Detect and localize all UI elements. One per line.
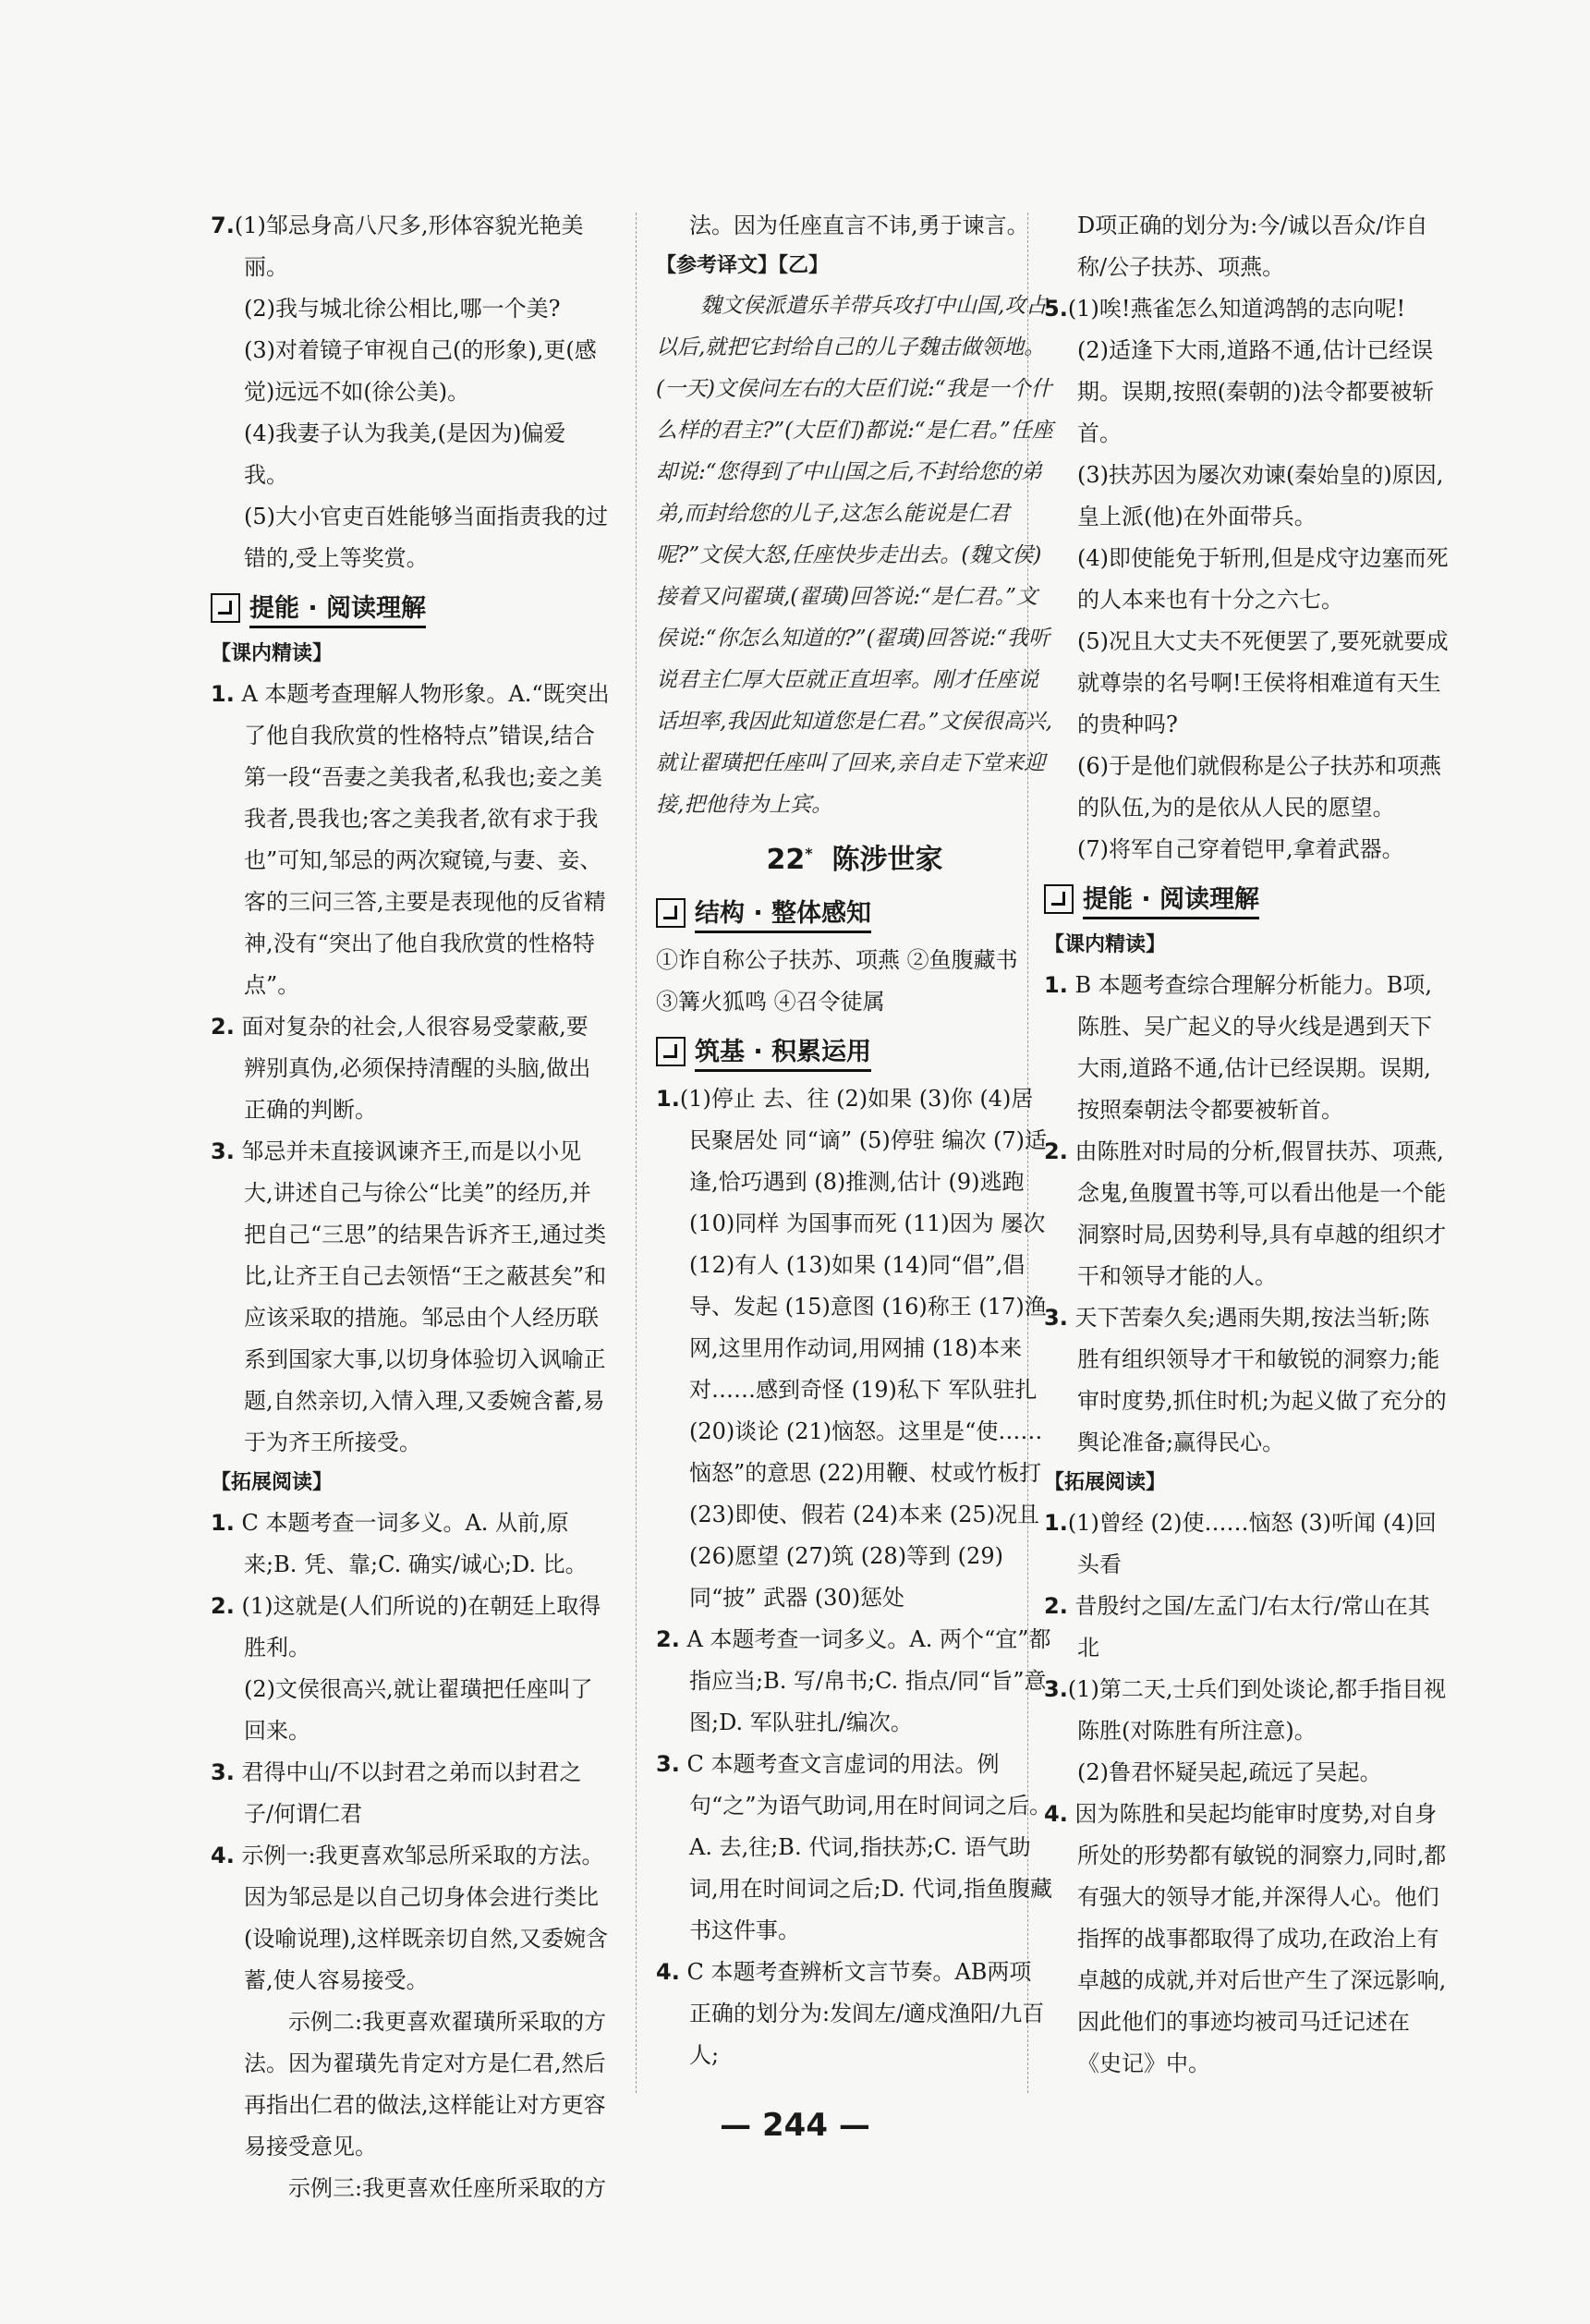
item-number: 1. <box>656 1086 680 1112</box>
item-number: 1. <box>1044 972 1068 998</box>
arrow-box-icon <box>656 1037 686 1066</box>
item-text: (1)这就是(人们所说的)在朝廷上取得胜利。 <box>241 1593 601 1661</box>
structure-text: ①诈自称公子扶苏、项燕 ②鱼腹藏书 <box>656 947 1018 973</box>
item-text: (1)停止 去、往 (2)如果 (3)你 (4)居民聚居处 同“谪” (5)停驻 编次 (7)适逢,恰巧遇到 (8)推测,估计 (9)逃跑 (10)同样 为国事而死 (11)因为 屡次 (12)有人 (13)如果 (14)同“倡”,倡导、发起 (15)意图 (16)称王 (17)渔网,这里用作动词,用网捕 (18)本来 对……感到奇怪 (19)私下 军队驻扎 (20)谈论 (21)恼怒。这里是“使……恼怒”的意思 (22)用鞭、杖或竹板打 (23)即使、假若 (24)本来 (25)况且 (26)愿望 (27)筑 (28)等到 (29)同“披” 武器 (30)惩处 <box>679 1086 1048 1611</box>
answer-item <box>656 1619 1053 1744</box>
answer-item <box>1044 1503 1450 1586</box>
arrow-box-icon <box>1044 884 1074 914</box>
item-text: 法。因为任座直言不讳,勇于谏言。 <box>689 213 1029 238</box>
item-number: 2. <box>211 1593 235 1619</box>
item-text: A 本题考查一词多义。A. 两个“宜”都指应当;B. 写/帛书;C. 指点/同“旨”意图;D. 军队驻扎/编次。 <box>686 1626 1051 1735</box>
item-number: 3. <box>211 1138 235 1164</box>
item-text: 面对复杂的社会,人很容易受蒙蔽,要辨别真伪,必须保持清醒的头脑,做出正确的判断。 <box>241 1014 591 1123</box>
item-text: 因为陈胜和吴起均能审时度势,对自身所处的形势都有敏锐的洞察力,同时,都有强大的领导才能,并深得人心。他们指挥的战事都取得了成功,在政治上有卓越的成就,并对后世产生了深远影响,因此他们的事迹均被司马迁记述在《史记》中。 <box>1074 1801 1447 2076</box>
item-text: (1)曾经 (2)使……恼怒 (3)听闻 (4)回头看 <box>1067 1510 1437 1577</box>
item-text: D项正确的划分为:今/诚以吾众/诈自称/公子扶苏、项燕。 <box>1077 213 1428 280</box>
item-number: 7. <box>211 213 235 238</box>
item-text: (6)于是他们就假称是公子扶苏和项燕的队伍,为的是依从人民的愿望。 <box>1077 753 1441 821</box>
answer-item <box>211 1503 610 1586</box>
item-text: (5)大小官吏百姓能够当面指责我的过错的,受上等奖赏。 <box>244 504 608 571</box>
answer-item <box>1044 1669 1450 1752</box>
section-title: 结构 · 整体感知 <box>695 893 871 933</box>
item-text: (2)鲁君怀疑吴起,疏远了吴起。 <box>1077 1759 1382 1785</box>
answer-item <box>1044 1131 1450 1297</box>
answer-item <box>211 1752 610 1835</box>
item-text: (2)适逢下大雨,道路不通,估计已经误期。误期,按照(秦朝的)法令都要被斩首。 <box>1077 337 1435 446</box>
item-text: C 本题考查辨析文言节奏。AB两项正确的划分为:发闾左/適戍渔阳/九百人; <box>686 1959 1045 2068</box>
section-heading <box>656 1030 1053 1073</box>
answer-item <box>211 1006 610 1131</box>
answer-item <box>656 1078 1053 1619</box>
column-middle <box>656 205 1053 2076</box>
section-heading <box>211 587 610 629</box>
answer-item <box>1044 1794 1450 2085</box>
item-text: 天下苦秦久矣;遇雨失期,按法当斩;陈胜有组织领导才干和敏锐的洞察力;能审时度势,抓住时机;为起义做了充分的舆论准备;赢得民心。 <box>1074 1305 1447 1455</box>
lesson-number: 22 <box>766 844 806 876</box>
answer-item <box>656 1744 1053 1952</box>
section-title: 提能 · 阅读理解 <box>1083 879 1259 919</box>
item-number: 1. <box>211 681 235 707</box>
column-right <box>1044 205 1450 2085</box>
answer-item <box>211 1131 610 1464</box>
answer-item <box>211 674 610 1006</box>
section-heading <box>656 892 1053 934</box>
item-text: (1)邹忌身高八尺多,形体容貌光艳美丽。 <box>234 213 584 280</box>
item-text: (4)即使能免于斩刑,但是戍守边塞而死的人本来也有十分之六七。 <box>1077 545 1449 613</box>
item-number: 2. <box>211 1014 235 1040</box>
item-number: 3. <box>656 1751 680 1777</box>
item-number: 2. <box>1044 1593 1068 1619</box>
lesson-title <box>656 830 1053 884</box>
item-text: 由陈胜对时局的分析,假冒扶苏、项燕,念鬼,鱼腹置书等,可以看出他是一个能洞察时局,因势利导,具有卓越的组织才干和领导才能的人。 <box>1074 1138 1447 1289</box>
subsection-label: 【拓展阅读】 <box>211 1471 334 1494</box>
structure-text: ③篝火狐鸣 ④召令徒属 <box>656 989 885 1015</box>
item-text: (3)对着镜子审视自己(的形象),更(感觉)远远不如(徐公美)。 <box>244 337 597 405</box>
item-text: (7)将军自己穿着铠甲,拿着武器。 <box>1077 836 1404 862</box>
item-number: 2. <box>1044 1138 1068 1164</box>
item-text: 示例一:我更喜欢邹忌所采取的方法。因为邹忌是以自己切身体会进行类比(设喻说理),这样既亲切自然,又委婉含蓄,使人容易接受。 <box>241 1843 608 1993</box>
subsection-label: 【参考译文】【乙】 <box>656 254 830 277</box>
item-text: 昔殷纣之国/左孟门/右太行/常山在其北 <box>1074 1593 1430 1661</box>
column-divider <box>636 213 637 2093</box>
reference-translation: 魏文侯派遣乐羊带兵攻打中山国,攻占以后,就把它封给自己的儿子魏击做领地。(一天)文侯问左右的大臣们说:“我是一个什么样的君主?”(大臣们)都说:“是仁君。”任座却说:“您得到了中山国之后,不封给您的弟弟,而封给您的儿子,这怎么能说是仁君呢?”文侯大怒,任座快步走出去。(魏文侯)接着又问翟璜,(翟璜)回答说:“是仁君。”文侯说:“你怎么知道的?”(翟璜)回答说:“我听说君主仁厚大臣就正直坦率。刚才任座说话坦率,我因此知道您是仁君。”文侯很高兴,就让翟璜把任座叫了回来,亲自走下堂来迎接,把他待为上宾。 <box>656 294 1053 817</box>
item-number: 1. <box>1044 1510 1068 1536</box>
item-text: (5)况且大丈夫不死便罢了,要死就要成就尊崇的名号啊!王侯将相难道有天生的贵种吗? <box>1077 628 1449 737</box>
item-text: 邹忌并未直接讽谏齐王,而是以小见大,讲述自己与徐公“比美”的经历,并把自己“三思”的结果告诉齐王,通过类比,让齐王自己去领悟“王之蔽甚矣”和应该采取的措施。邹忌由个人经历联系到国家大事,以切身体验切入讽喻正题,自然亲切,入情入理,又委婉含蓄,易于为齐王所接受。 <box>241 1138 607 1455</box>
column-left <box>211 205 610 2209</box>
item-text: (4)我妻子认为我美,(是因为)偏爱我。 <box>244 420 566 488</box>
item-text: C 本题考查文言虚词的用法。例句“之”为语气助词,用在时间词之后。A. 去,往;B. 代词,指扶苏;C. 语气助词,用在时间词之后;D. 代词,指鱼腹藏书这件事。 <box>686 1751 1052 1943</box>
answer-item <box>1044 1297 1450 1464</box>
item-number: 3. <box>211 1759 235 1785</box>
item-number: 3. <box>1044 1305 1068 1331</box>
item-number: 4. <box>1044 1801 1068 1827</box>
item-text: (1)唉!燕雀怎么知道鸿鹄的志向呢! <box>1067 296 1406 322</box>
answer-item <box>211 1835 610 2002</box>
item-text: (1)第二天,士兵们到处谈论,都手指目视陈胜(对陈胜有所注意)。 <box>1067 1676 1447 1744</box>
item-number: 4. <box>211 1843 235 1868</box>
item-text: 示例三:我更喜欢任座所采取的方 <box>288 2175 607 2201</box>
item-text: A 本题考查理解人物形象。A.“既突出了他自我欣赏的性格特点”错误,结合第一段“吾妻之美我者,私我也;妾之美我者,畏我也;客之美我者,欲有求于我也”可知,邹忌的两次窥镜,与妻、妾、客的三问三答,主要是表现他的反省精神,没有“突出了他自我欣赏的性格特点”。 <box>241 681 610 998</box>
subsection-label: 【课内精读】 <box>1044 933 1167 956</box>
item-number: 3. <box>1044 1676 1068 1702</box>
subsection-label: 【拓展阅读】 <box>1044 1471 1167 1494</box>
page-number: — 244 — <box>720 2107 870 2144</box>
item-text: 君得中山/不以封君之弟而以封君之子/何谓仁君 <box>241 1759 582 1827</box>
answer-item <box>1044 965 1450 1131</box>
section-title: 提能 · 阅读理解 <box>249 588 426 628</box>
item-number: 5. <box>1044 296 1068 322</box>
section-title: 筑基 · 积累运用 <box>695 1031 871 1072</box>
answer-item <box>211 205 610 288</box>
item-text: (2)文侯很高兴,就让翟璜把任座叫了回来。 <box>244 1676 593 1744</box>
section-heading <box>1044 878 1450 920</box>
answer-item <box>1044 288 1450 330</box>
item-text: (2)我与城北徐公相比,哪一个美? <box>244 296 561 322</box>
item-number: 1. <box>211 1510 235 1536</box>
subsection-label: 【课内精读】 <box>211 642 334 665</box>
arrow-box-icon <box>656 898 686 928</box>
answer-item <box>211 1586 610 1669</box>
answer-item <box>656 1952 1053 2076</box>
answer-item <box>1044 1586 1450 1669</box>
lesson-star: * <box>805 845 813 862</box>
lesson-name: 陈涉世家 <box>831 844 943 876</box>
arrow-box-icon <box>211 593 240 623</box>
item-number: 2. <box>656 1626 680 1652</box>
item-text: B 本题考查综合理解分析能力。B项,陈胜、吴广起义的导火线是遇到天下大雨,道路不通,估计已经误期。误期,按照秦朝法令都要被斩首。 <box>1074 972 1432 1123</box>
item-text: 示例二:我更喜欢翟璜所采取的方法。因为翟璜先肯定对方是仁君,然后再指出仁君的做法,这样能让对方更容易接受意见。 <box>244 2009 607 2160</box>
item-text: (3)扶苏因为屡次劝谏(秦始皇的)原因,皇上派(他)在外面带兵。 <box>1077 462 1444 529</box>
item-text: C 本题考查一词多义。A. 从前,原来;B. 凭、靠;C. 确实/诚心;D. 比。 <box>241 1510 588 1577</box>
item-number: 4. <box>656 1959 680 1985</box>
